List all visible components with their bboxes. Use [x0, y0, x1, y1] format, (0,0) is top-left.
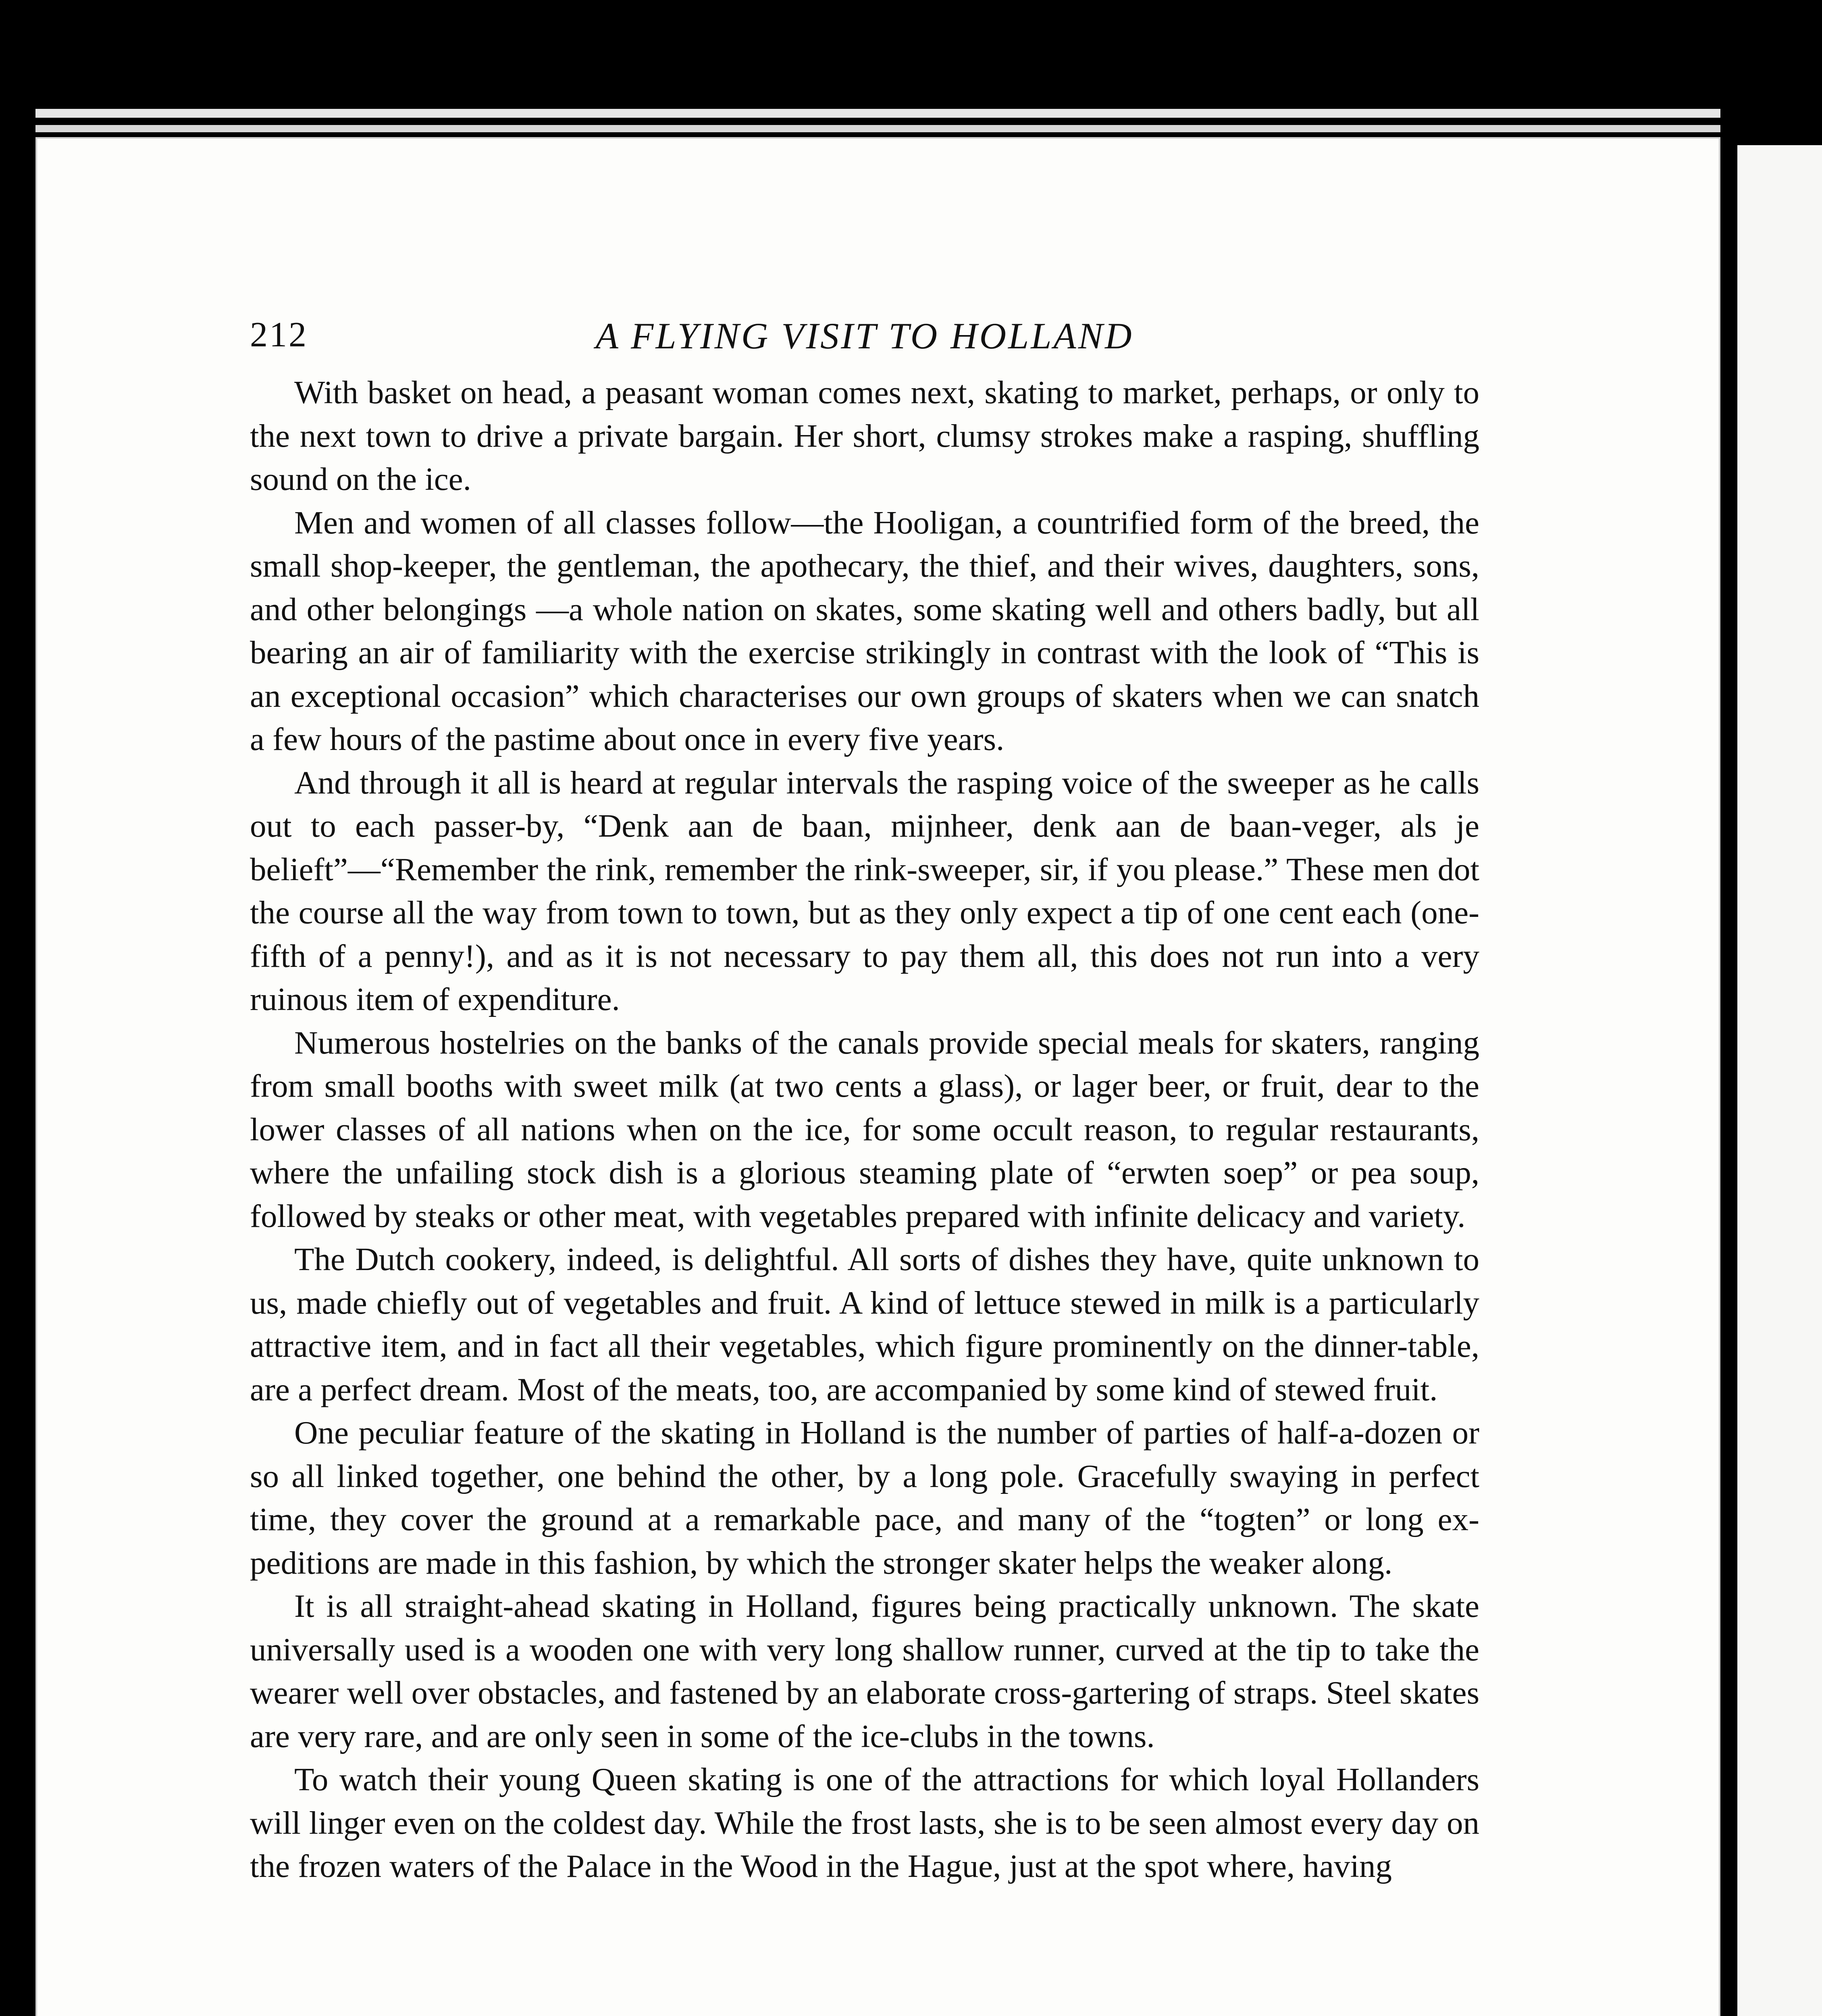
page-edge-top-inner	[35, 125, 1720, 132]
paragraph-3: And through it all is heard at regular intervals the rasping voice of the sweeper as he calls out to each passer-by, “Denk aan de baan, mijnheer, denk aan de baan-veger, als je belieft”—“Remember the rink, remember the rink-sweeper, sir, if you please.” These men dot the course all the way from town to town, but as they only expect a tip of one cent each (one-fifth of a penny!), and as it is not necessary to pay them all, this does not run into a very ruinous item of expenditure.	[250, 764, 1479, 1017]
paragraph-8: To watch their young Queen skating is one of the attractions for which loyal Hollanders will linger even on the coldest day. While the frost lasts, she is to be seen almost every day on the frozen waters of the Palace in the Wood in the Hague, just at the spot where, having	[250, 1761, 1479, 1884]
facing-page-edge	[1737, 145, 1822, 2016]
paragraph-4: Numerous hostelries on the banks of the canals provide special meals for skaters, ranging from small booths with sweet milk (at two cents a glass), or lager beer, or fruit, dear to the lower classes of all nations when on the ice, for some occult reason, to regular restaurants, where the unfailing stock dish is a glorious steaming plate of “erwten soep” or pea soup, followed by steaks or other meat, with vegetables prepared with infinite delicacy and variety.	[250, 1024, 1479, 1234]
paragraph-6: One peculiar feature of the skating in Holland is the number of parties of half-a-dozen or so all linked together, one behind the other, by a long pole. Gracefully swaying in perfect time, they cover the ground at a remarkable pace, and many of the “togten” or long expeditions are made in this fashion, by which the stronger skater helps the weaker along.	[250, 1414, 1479, 1581]
paragraph-7: It is all straight-ahead skating in Holland, figures being practically unknown. The skate universally used is a wooden one with very long shallow runner, curved at the tip to take the wearer well over obstacles, and fastened by an elaborate cross-gartering of straps. Steel skates are very rare, and are only seen in some of the ice-clubs in the towns.	[250, 1588, 1479, 1754]
paragraph-2: Men and women of all classes follow—the Hooligan, a countrified form of the breed, the small shop-keeper, the gentleman, the apothecary, the thief, and their wives, daughters, sons, and other belongings —a whole nation on skates, some skating well and others badly, but all bearing an air of familiarity with the exercise strikingly in contrast with the look of “This is an exceptional occasion” which characterises our own groups of skaters when we can snatch a few hours of the pastime about once in every five years.	[250, 504, 1479, 757]
page-number: 212	[250, 315, 308, 354]
page-content	[250, 314, 1479, 1888]
paragraph-5: The Dutch cookery, indeed, is delightful. All sorts of dishes they have, quite unknown to us, made chiefly out of vegetables and fruit. A kind of lettuce stewed in milk is a particularly attractive item, and in fact all their vegetables, which figure prominently on the dinner-table, are a perfect dream. Most of the meats, too, are accompanied by some kind of stewed fruit.	[250, 1241, 1479, 1408]
page-edge-top	[35, 109, 1720, 118]
paragraph-1: With basket on head, a peasant woman comes next, skating to market, perhaps, or only to the next town to drive a private bargain. Her short, clumsy strokes make a rasping, shuffling sound on the ice.	[250, 374, 1479, 497]
running-head	[250, 314, 1479, 363]
running-title: A FLYING VISIT TO HOLLAND	[595, 315, 1134, 356]
